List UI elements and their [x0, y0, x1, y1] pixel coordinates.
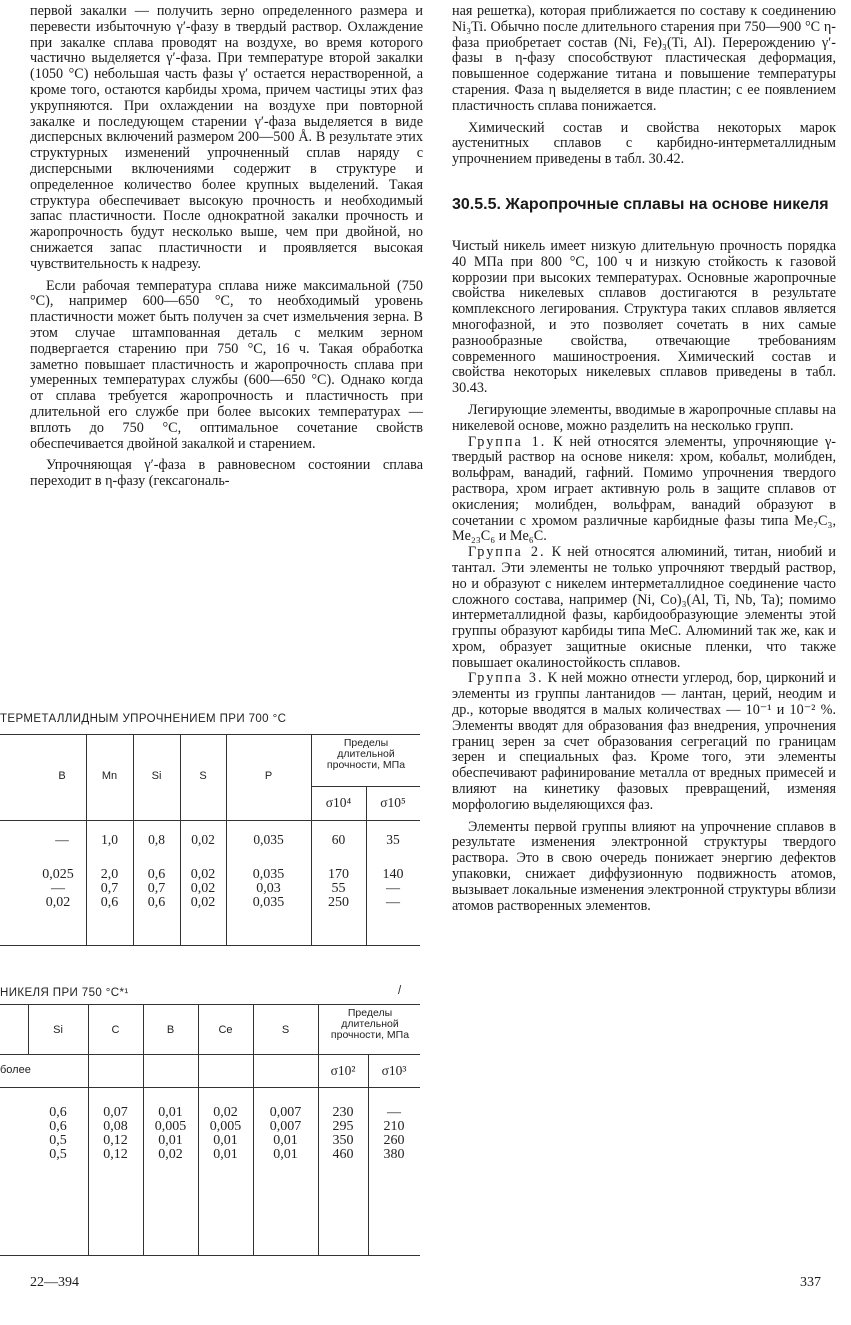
table2-cell: 260 [383, 1133, 405, 1148]
table2-cell: 0,01 [273, 1147, 298, 1162]
table2-cell: 0,01 [213, 1147, 238, 1162]
table2-cell: 210 [383, 1119, 405, 1134]
table1-cell: 0,03 [256, 881, 281, 896]
table1-cell: 0,02 [190, 867, 216, 882]
group1-text: К ней относятся элементы, упрочняющие γ-твердый раствор на основе никеля: хром, кобальт, молибден, вольфрам, ванадий, гафний. Помимо упрочнения твердого раствора, хром играет активную роль в защите сплавов от окисления; молибден, вольфрам, ванадий образуют в сочетании с хромом различные карбидные фазы типа Me₇C₃, Me₂₃C₆ и Me₆C. [452, 433, 837, 545]
group2-paragraph [452, 545, 836, 671]
left-paragraph-3: Упрочняющая γ′-фаза в равновесном состоянии сплава переходит в η-фазу (гексагональ- [30, 457, 423, 490]
right-paragraph-2: Химический состав и свойства некоторых марок аустенитных сплавов с карбидно-интерметаллидным упрочнением приведены в табл. 30.42. [452, 119, 836, 168]
table1-cell: 0,02 [190, 895, 216, 910]
table1-cell: 0,02 [191, 832, 215, 847]
table2-cell: 0,01 [158, 1105, 183, 1120]
table-rule [0, 1054, 318, 1055]
table1-cell: 0,025 [42, 867, 74, 882]
table1-cell: 60 [331, 832, 346, 847]
table1-cell: 1,0 [101, 832, 118, 847]
table2-cell: — [387, 1105, 401, 1120]
table2-cell: 0,007 [269, 1119, 302, 1134]
table1-cell: 0,7 [147, 881, 166, 896]
table1-cell: 0,8 [148, 832, 165, 847]
table2-cell: 295 [332, 1119, 354, 1134]
table2-more-label: более [0, 1064, 31, 1076]
left-column [30, 4, 423, 490]
table2-cell: 0,01 [158, 1133, 183, 1148]
right-paragraph-1: ная решетка), которая приближается по составу к соединению Ni₃Ti. Обычно после длительного старения при 750—900 °C η-фаза приобретает состав (Ni, Fe)₃(Ti, Al). Перерождению γ′-фазы в η-фазу способствуют пластическая деформация, повышенное содержание титана и повышение температуры старения. Фаза η выделяется в виде пластин; с ее появлением пластичность сплава понижается. [452, 3, 836, 114]
table2-header-ce: Ce [218, 1024, 233, 1036]
table1-cell: 0,02 [190, 881, 216, 896]
table2-cell: 0,007 [269, 1105, 302, 1120]
table2-cell: 0,005 [209, 1119, 242, 1134]
table1-header-s: S [199, 770, 207, 782]
left-paragraph-1: первой закалки — получить зерно определенного размера и перевести избыточную γ′-фазу в твердый раствор. Охлаждение при закалке сплава проводят на воздухе, во время которого частично выделяется γ′-фаза. При температуре второй закалки (1050 °C) небольшая часть фазы γ′ остается нерастворенной, а кроме того, остаются карбиды хрома, причем частицы этих фаз укрупняются. При охлаждении на воздухе при повторной закалке и последующем старении γ′-фаза выделяется в виде дисперсных включений размером 200—500 Å. В результате этих структурных изменений упрочненный сплав наряду с дисперсными включениями содержит в структуре и определенное количество более крупных выделений. Такая структура обеспечивает высокую прочность и необходимый запас пластичности. После однократной закалки прочность и жаропрочность будут несколько выше, чем при двойной, но снижается запас пластичности и проявляется высокая чувствительность к надрезу. [30, 3, 423, 272]
table1-cell: 250 [328, 895, 349, 910]
table2-cell: 0,01 [273, 1133, 298, 1148]
table1-header-p: P [264, 770, 273, 782]
left-paragraph-2: Если рабочая температура сплава ниже максимальной (750 °C), например 600—650 °C, то необходимый уровень пластичности может быть получен за счет измельчения зерна. В этом случае штампованная деталь с мелким зерном подвергается старению при 750 °C, 16 ч. Такая обработка заметно повышает пластичность и жаропрочность сплава при умеренных температурах службы (600—650 °C). Однако когда от сплава требуется жаропрочность и пластичность при длительной его службе при более высоких температурах — вплоть до 750 °C, оптимальное сочетание свойств обеспечивается двойной закалкой и старением. [30, 277, 423, 452]
group3-label: Группа 3. [468, 670, 544, 687]
table1-cell: 0,02 [45, 895, 71, 910]
group2-label: Группа 2. [468, 544, 546, 561]
table1-subheader-1: σ10⁴ [325, 795, 352, 810]
table-rule [0, 734, 420, 735]
table2-cell: 0,5 [49, 1147, 67, 1162]
table2-cell: 0,12 [103, 1147, 128, 1162]
table2-mark: / [398, 985, 402, 997]
table2-cell: 350 [332, 1133, 354, 1148]
table2-header-si: Si [53, 1024, 63, 1036]
table1-cell: 0,035 [252, 895, 285, 910]
table1-cell: — [55, 832, 69, 847]
table2-cell: 0,01 [213, 1133, 238, 1148]
table1-cell: — [386, 881, 400, 896]
table2-subheader-1: σ10² [330, 1063, 356, 1078]
section-heading: 30.5.5. Жаропрочные сплавы на основе никеля [452, 195, 829, 213]
table1-header-si: Si [151, 770, 162, 782]
table1-header-b: B [58, 770, 66, 782]
table2-cell: 380 [383, 1147, 405, 1162]
table1-cell: 140 [382, 867, 404, 882]
table2-header-s: S [281, 1024, 290, 1036]
table2-header-b: B [166, 1024, 175, 1036]
table2-cell: 460 [332, 1147, 354, 1162]
table2-subheader-2: σ10³ [381, 1063, 407, 1078]
table2-cell: 0,6 [49, 1105, 67, 1120]
table-rule [0, 820, 420, 821]
intro-paragraph: Чистый никель имеет низкую длительную прочность порядка 40 МПа при 800 °C, 100 ч и низкую стойкость к газовой коррозии при высоких температурах. Основные жаропрочные свойства никелевых сплавов достигаются в результате комплексного легирования. Структура таких сплавов является многофазной, и это позволяет сочетать в них самые разнообразные свойства, отвечающие требованиям современного машиностроения. Химический состав и свойства некоторых никелевых сплавов приведены в табл. 30.43. [452, 237, 836, 397]
table2-strength-header: Пределы длительной прочности, МПа [330, 1007, 410, 1041]
table2-cell: 0,02 [213, 1105, 238, 1120]
table2-cell: 0,005 [154, 1119, 187, 1134]
table1-cell: 35 [386, 832, 400, 847]
table1-cell: 0,035 [253, 832, 284, 847]
table1-cell: 0,035 [252, 867, 285, 882]
table1-cell: 0,6 [147, 867, 166, 882]
table1-cell: — [386, 895, 400, 910]
table1-cell: 55 [331, 881, 346, 896]
group3-text: К ней можно отнести углерод, бор, цирконий и элементы из группы лантанидов — лантан, церий, неодим и др., которые вводятся в малых количествах — 10⁻¹ и 10⁻² %. Элементы вводят для образования фаз внедрения, упрочнения границ зерен за счет образования сегрегаций по границам зерен и специальных фаз. Кроме того, эти элементы обеспечивают рафинирование металла от вредных примесей и влияют на кинетику фазовых превращений, изменяя морфологию выделяющихся фаз. [452, 670, 836, 813]
table2-title: НИКЕЛЯ ПРИ 750 °C*¹ [0, 987, 129, 999]
printer-signature: 22—394 [30, 1275, 79, 1290]
table1-cell: 0,6 [147, 895, 166, 910]
table1-cell: 170 [328, 867, 349, 882]
table2-cell: 0,07 [103, 1105, 128, 1120]
right-column [452, 4, 836, 914]
table2-cell: 0,08 [103, 1119, 128, 1134]
table2-cell: 0,02 [158, 1147, 183, 1162]
page-number: 337 [800, 1275, 821, 1290]
table1-cell: 2,0 [100, 867, 119, 882]
table1-strength-header: Пределы длительной прочности, МПа [326, 737, 406, 771]
table-rule [0, 1087, 420, 1088]
group1-label: Группа 1. [468, 433, 547, 450]
table-rule [0, 1004, 420, 1005]
table-rule [0, 945, 420, 946]
table2-cell: 0,12 [103, 1133, 128, 1148]
table2 [0, 1004, 420, 1256]
group1-paragraph [452, 435, 836, 546]
table1-header-mn: Mn [101, 770, 118, 782]
table1-cell: 0,7 [100, 881, 119, 896]
table2-header-c: C [111, 1024, 120, 1036]
alloying-paragraph: Легирующие элементы, вводимые в жаропрочные сплавы на никелевой основе, можно разделить на несколько групп. [452, 401, 836, 434]
table2-cell: 0,5 [49, 1133, 67, 1148]
group3-paragraph [452, 671, 836, 813]
table1-cell: 0,6 [100, 895, 119, 910]
table1-subheader-2: σ10⁵ [380, 795, 406, 810]
table-rule [0, 1255, 420, 1256]
table2-cell: 230 [332, 1105, 354, 1120]
table1-title: ТЕРМЕТАЛЛИДНЫМ УПРОЧНЕНИЕМ ПРИ 700 °C [0, 713, 287, 725]
table1 [0, 734, 420, 946]
table-rule [318, 1054, 420, 1055]
group2-text: К ней относятся алюминий, титан, ниобий и тантал. Эти элементы не только упрочняют твердый раствор, но и образуют с никелем интерметаллидное соединение часто сложного состава, например (Ni, Co)₃(Al, Ti, Nb, Ta); помимо интерметаллидной фазы, карбидообразующие элементы этой группы образуют карбиды типа MeC. Алюминий так же, как и хром, образует защитные окисные пленки, что также повышает окалиностойкость сплавов. [452, 544, 837, 671]
table2-cell: 0,6 [49, 1119, 67, 1134]
last-paragraph: Элементы первой группы влияют на упрочнение сплавов в результате изменения электронной структуры твердого раствора. Это в свою очередь понижает энергию дефектов упаковки, снижает диффузионную подвижность атомов, вызывает локальные изменения электронной структуры вблизи атомов растворенных элементов. [452, 818, 836, 914]
table1-cell: — [51, 881, 65, 896]
